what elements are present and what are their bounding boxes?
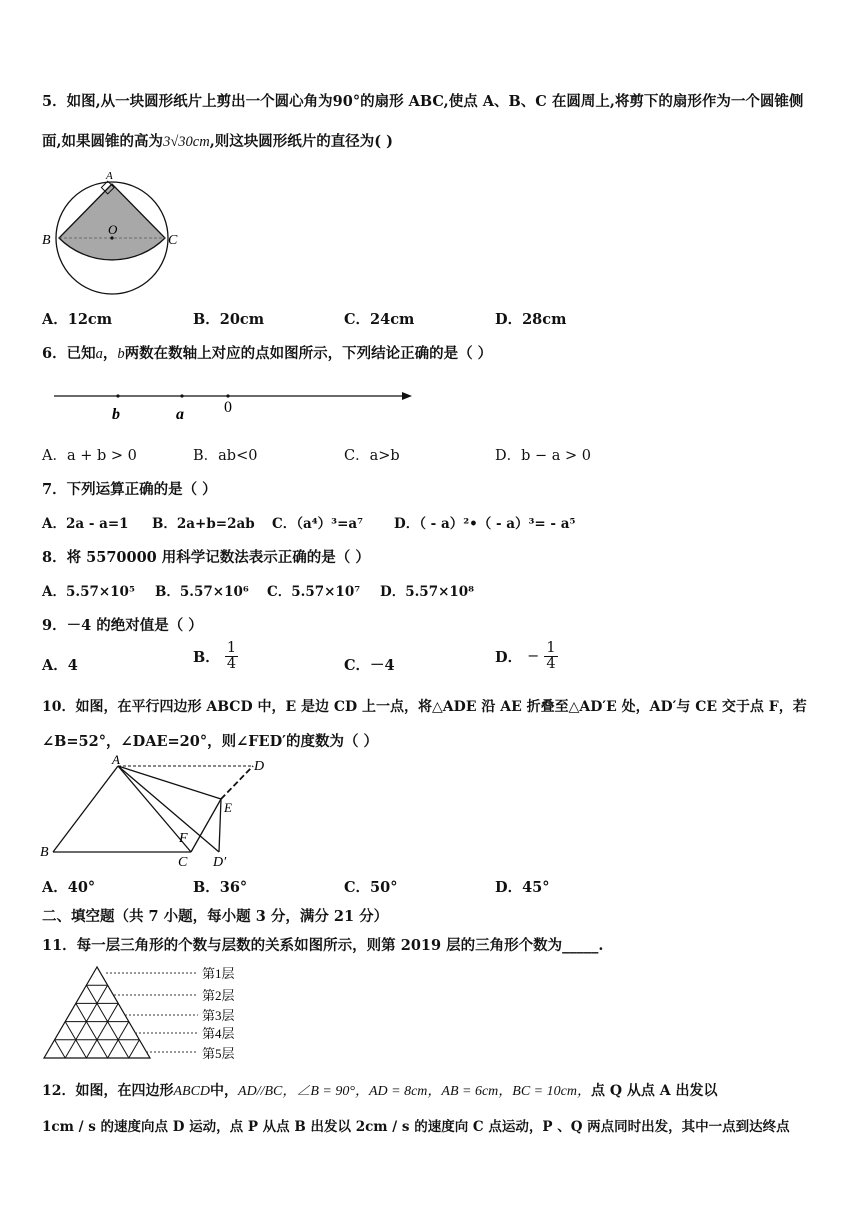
q6-option-b[interactable]: B．ab<0 <box>193 448 258 464</box>
q11-layer-2: 第2层 <box>202 988 235 1003</box>
q10-option-a[interactable]: A．40° <box>42 879 96 896</box>
q6-option-c[interactable]: C．a>b <box>344 448 400 464</box>
q5-stem-line1: 5．如图,从一块圆形纸片上剪出一个圆心角为90°的扇形 ABC,使点 A、B、C 在圆周上,将剪下的扇形作为一个圆锥侧 <box>42 93 804 110</box>
q12-stem-mid: 中， <box>210 1083 239 1099</box>
q5-stem-post: ,则这块圆形纸片的直径为( ) <box>209 133 394 150</box>
q6-label-a: a <box>176 406 184 423</box>
q5-option-c[interactable]: C．24cm <box>344 311 415 328</box>
q9-option-b[interactable] <box>193 641 238 672</box>
q12-quadrilateral: ABCD <box>173 1084 211 1099</box>
q6-stem-post: 两数在数轴上对应的点如图所示，下列结论正确的是（ ） <box>124 345 493 362</box>
q9-d-numerator: 1 <box>546 640 556 656</box>
q10-stem-line2: ∠B=52°，∠DAE=20°，则∠FED′的度数为（ ） <box>42 733 379 750</box>
q6-stem-mid: ， <box>102 345 118 362</box>
q12-stem-line2: 1cm / s 的速度向点 D 运动，点 P 从点 B 出发以 2cm / s 的速度向 C 点运动，P 、Q 两点同时出发，其中一点到达终点 <box>42 1119 790 1135</box>
q10-label-F: F <box>179 831 188 846</box>
q11-layer-4: 第4层 <box>202 1026 235 1041</box>
section-2-heading: 二、填空题（共 7 小题，每小题 3 分，满分 21 分） <box>42 908 389 925</box>
q9-option-d[interactable] <box>495 641 558 672</box>
q12-stem-pre: 12．如图，在四边形 <box>42 1083 174 1099</box>
q5-label-A: A <box>106 170 113 182</box>
q10-label-D-prime: D′ <box>213 855 227 869</box>
q9-d-denominator: 4 <box>546 656 556 673</box>
q9-option-d-label: D． <box>495 649 523 667</box>
q11-layer-1: 第1层 <box>202 966 235 981</box>
q10-label-D: D <box>254 759 265 774</box>
q5-stem-pre: 面,如果圆锥的高为 <box>42 133 164 150</box>
q5-option-d[interactable]: D．28cm <box>495 311 567 328</box>
q10-option-c[interactable]: C．50° <box>344 879 398 896</box>
q5-stem-line2 <box>42 130 393 151</box>
q6-label-b: b <box>112 406 120 423</box>
q6-option-d[interactable]: D．b − a > 0 <box>495 448 592 464</box>
q7-stem: 7．下列运算正确的是（ ） <box>42 481 217 498</box>
q10-figure <box>36 754 272 869</box>
q11-stem: 11．每一层三角形的个数与层数的关系如图所示，则第 2019 层的三角形个数为_____. <box>42 937 604 954</box>
q7-option-a[interactable]: A．2a - a=1 <box>42 516 129 532</box>
q6-stem-pre: 6．已知 <box>42 345 96 362</box>
q5-option-b[interactable]: B．20cm <box>193 311 265 328</box>
q5-label-O: O <box>108 222 118 237</box>
q9-option-d-sign: − <box>527 648 540 665</box>
q5-label-C: C <box>168 233 178 248</box>
q9-option-a[interactable]: A．4 <box>42 657 78 674</box>
q10-stem-line1: 10．如图，在平行四边形 ABCD 中，E 是边 CD 上一点，将△ADE 沿 AE 折叠至△AD′E 处，AD′与 CE 交于点 F，若 <box>42 699 807 715</box>
q10-label-E: E <box>224 800 232 815</box>
q8-option-d[interactable]: D．5.57×10⁸ <box>380 584 475 600</box>
q7-option-c[interactable]: C．（a⁴）³=a⁷ <box>272 516 364 532</box>
q8-option-a[interactable]: A．5.57×10⁵ <box>42 584 135 600</box>
q10-label-A: A <box>112 754 120 767</box>
q11-layer-3: 第3层 <box>202 1008 235 1023</box>
q10-option-b[interactable]: B．36° <box>193 879 248 896</box>
q8-option-c[interactable]: C．5.57×10⁷ <box>267 584 361 600</box>
q5-label-B: B <box>42 233 51 248</box>
q9-option-c[interactable]: C．－4 <box>344 657 395 674</box>
q12-stem-post: 点 Q 从点 A 出发以 <box>590 1083 718 1099</box>
q9-b-numerator: 1 <box>226 640 237 656</box>
q9-option-d-fraction <box>544 641 557 672</box>
q6-label-zero: 0 <box>224 399 232 416</box>
q6-option-a[interactable]: A．a + b > 0 <box>42 448 137 464</box>
q6-var-a: a <box>95 346 103 362</box>
q6-var-b: b <box>117 346 125 362</box>
q7-option-d[interactable]: D．（ - a）²•（ - a）³= - a⁵ <box>394 516 576 532</box>
q8-option-b[interactable]: B．5.57×10⁶ <box>155 584 249 600</box>
q11-layer-5: 第5层 <box>202 1046 235 1061</box>
q12-stem-line1 <box>42 1080 718 1100</box>
q5-option-a[interactable]: A．12cm <box>42 311 113 328</box>
q6-stem <box>42 342 492 363</box>
q10-label-B: B <box>40 845 49 860</box>
q10-label-C: C <box>178 855 188 869</box>
q5-height-math: 3√30cm <box>163 134 210 150</box>
q7-option-b[interactable]: B．2a+b=2ab <box>152 516 255 532</box>
q9-b-denominator: 4 <box>226 656 237 673</box>
q10-option-d[interactable]: D．45° <box>495 879 550 896</box>
q12-conditions: AD//BC，∠B = 90°，AD = 8cm，AB = 6cm，BC = 10cm， <box>238 1084 591 1099</box>
q11-triangle-figure <box>38 962 258 1068</box>
q8-stem: 8．将 5570000 用科学记数法表示正确的是（ ） <box>42 549 370 566</box>
q9-stem: 9．－4 的绝对值是（ ） <box>42 617 203 634</box>
q9-option-b-fraction <box>225 641 238 672</box>
q5-figure <box>38 166 188 301</box>
q6-number-line <box>50 382 420 424</box>
q9-option-b-label: B． <box>193 649 220 667</box>
